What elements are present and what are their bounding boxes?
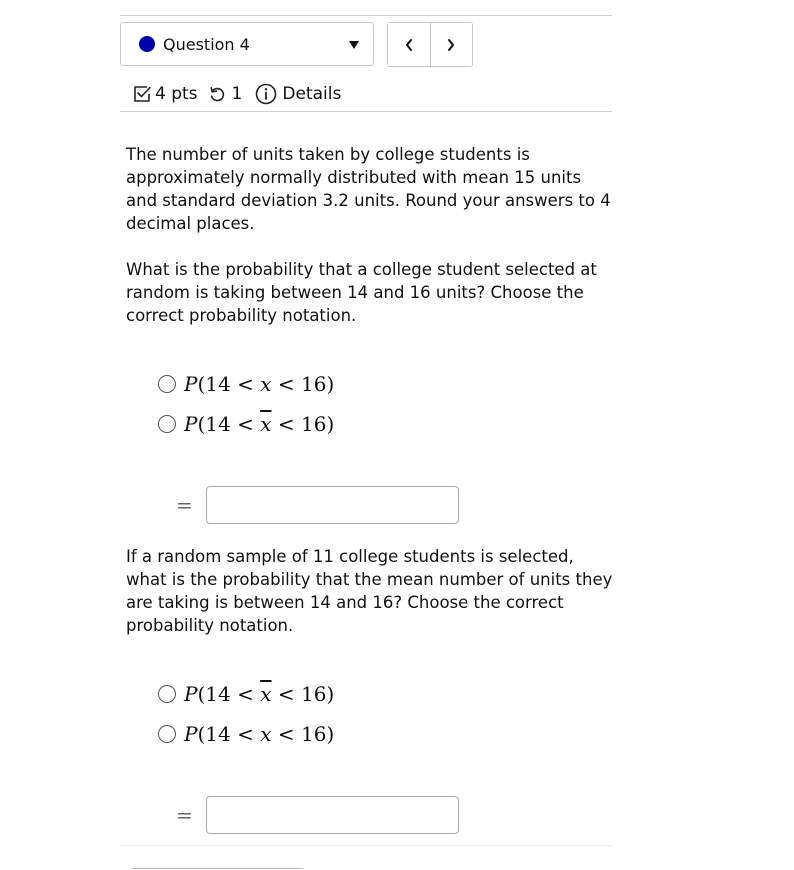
part2-option-x[interactable] (158, 721, 334, 747)
part2-option-xbar[interactable] (158, 681, 334, 707)
equals-sign: = (176, 493, 193, 517)
previous-question-button[interactable] (388, 23, 430, 66)
part2-answer-input[interactable] (206, 796, 459, 834)
caret-down-icon (349, 41, 359, 49)
part1-prompt: What is the probability that a college student selected at random is taking between 14 and 16 units? Choose the correct probability notation. (126, 260, 597, 325)
info-icon[interactable] (255, 83, 277, 105)
notation-x: P(14 < x < 16) (184, 372, 335, 396)
notation-x: P(14 < x < 16) (184, 722, 335, 746)
chevron-left-icon (404, 38, 414, 52)
retry-icon (207, 84, 227, 104)
submit-area-edge (131, 868, 303, 869)
question-select[interactable] (120, 22, 374, 66)
top-divider (120, 15, 612, 16)
meta-divider (120, 111, 612, 112)
part1-option-xbar[interactable] (158, 411, 334, 437)
attempts-count: 1 (231, 84, 243, 104)
equals-sign: = (176, 803, 193, 827)
chevron-right-icon (446, 38, 456, 52)
radio-button[interactable] (158, 375, 176, 393)
radio-button[interactable] (158, 685, 176, 703)
part1-option-x[interactable] (158, 371, 334, 397)
points-label: 4 pts (155, 84, 198, 104)
radio-button[interactable] (158, 415, 176, 433)
question-meta (132, 80, 341, 108)
radio-button[interactable] (158, 725, 176, 743)
notation-xbar: $P(14 < \overline{x} < 16)$ (184, 682, 335, 706)
checkbox-icon (132, 84, 152, 104)
bottom-divider (120, 845, 612, 846)
notation-xbar: $P(14 < \overline{x} < 16)$ (184, 412, 335, 436)
status-dot (139, 36, 155, 52)
part2-prompt: If a random sample of 11 college students is selected, what is the probability that the mean number of units they are taking is between 14 and 16? Choose the correct probability notation. (126, 547, 613, 635)
details-link[interactable]: Details (282, 84, 342, 104)
next-question-button[interactable] (430, 23, 473, 66)
question-nav (387, 22, 473, 67)
question-label: Question 4 (163, 35, 250, 54)
part1-answer-input[interactable] (206, 486, 459, 524)
problem-intro: The number of units taken by college students is approximately normally distributed with mean 15 units and standard deviation 3.2 units. Round your answers to 4 decimal places. (126, 145, 611, 233)
